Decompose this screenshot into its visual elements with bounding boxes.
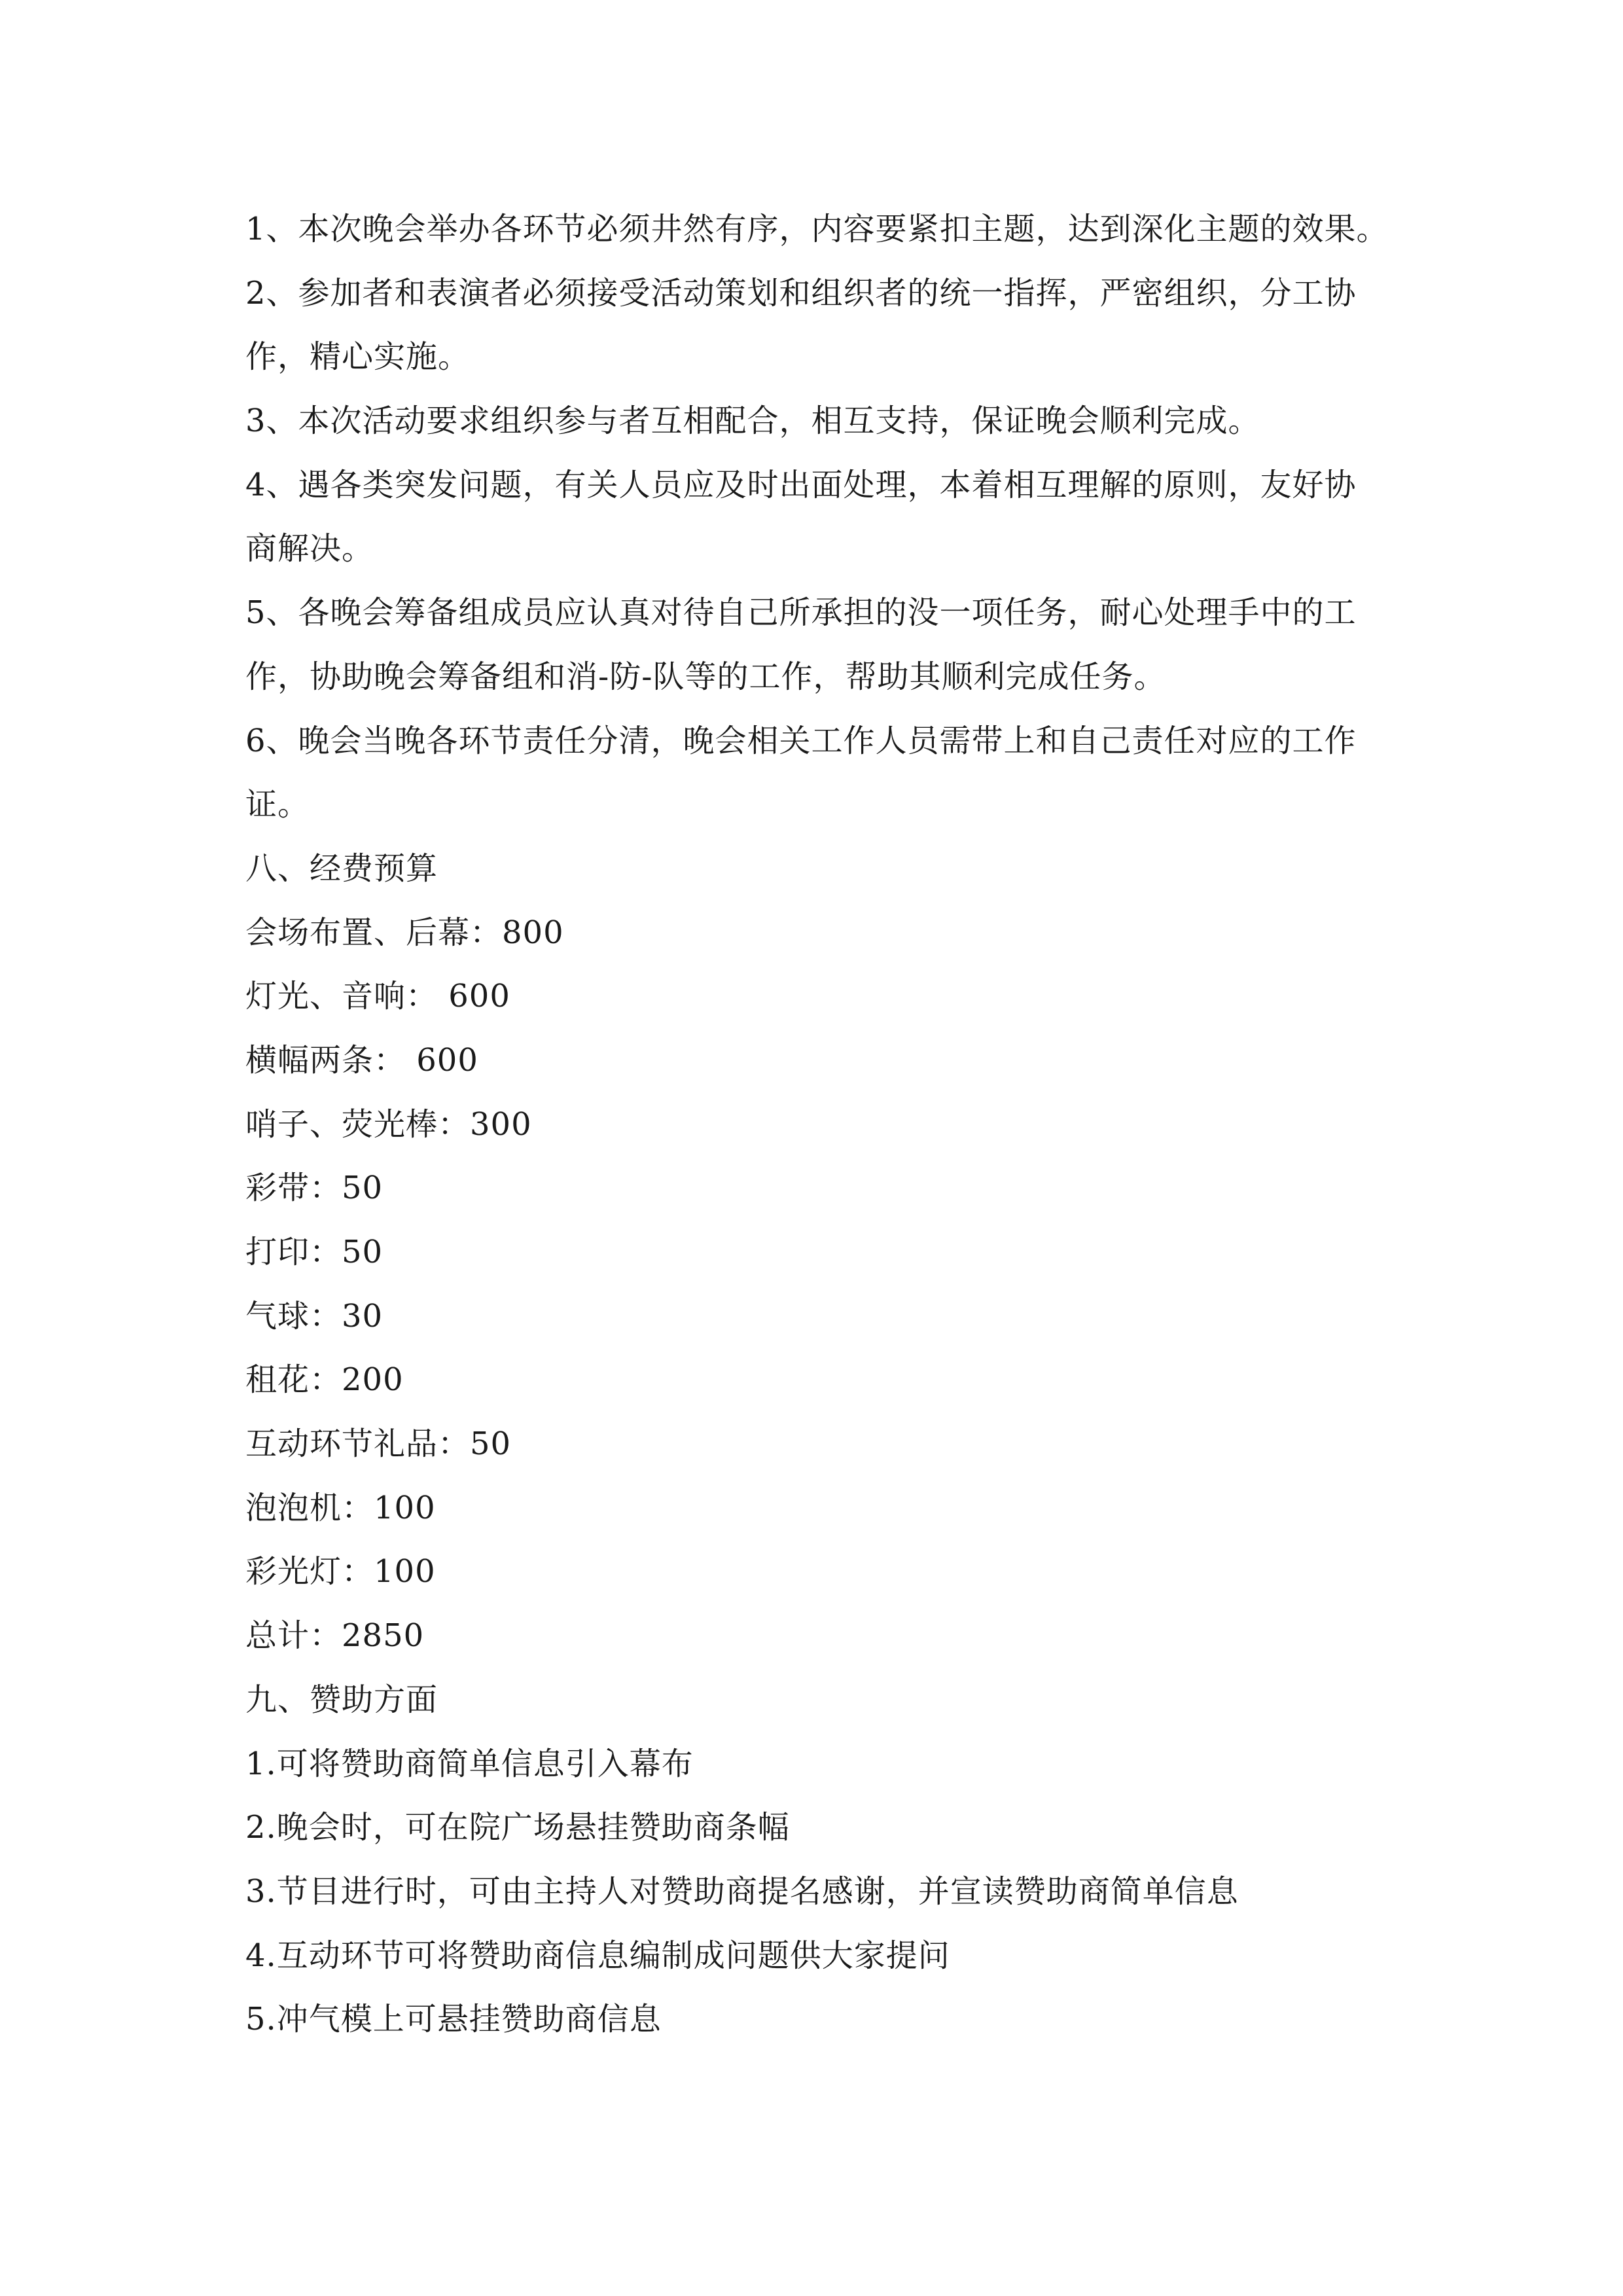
requirement-line: 4、遇各类突发问题，有关人员应及时出面处理，本着相互理解的原则，友好协 (245, 466, 1357, 503)
requirement-line: 2、参加者和表演者必须接受活动策划和组织者的统一指挥，严密组织，分工协 (245, 274, 1357, 312)
budget-item: 互动环节礼品：50 (245, 1426, 512, 1463)
requirement-line: 1、本次晚会举办各环节必须井然有序，内容要紧扣主题，达到深化主题的效果。 (245, 211, 1389, 247)
budget-item: 打印：50 (245, 1234, 383, 1270)
budget-total: 总计：2850 (245, 1617, 425, 1655)
requirement-line: 证。 (245, 786, 310, 823)
requirement-line: 商解决。 (245, 530, 374, 567)
budget-item: 会场布置、后幕：800 (245, 914, 564, 951)
sponsorship-item: 4.互动环节可将赞助商信息编制成问题供大家提问 (245, 1937, 950, 1974)
sponsorship-item: 2.晚会时，可在院广场悬挂赞助商条幅 (245, 1809, 790, 1846)
budget-item: 横幅两条： 600 (245, 1041, 478, 1079)
budget-item: 彩光灯：100 (245, 1553, 436, 1590)
budget-item: 租花：200 (245, 1361, 404, 1399)
sponsorship-heading: 九、赞助方面 (245, 1681, 438, 1718)
requirement-line: 3、本次活动要求组织参与者互相配合，相互支持，保证晚会顺利完成。 (245, 403, 1260, 440)
requirement-line: 6、晚会当晚各环节责任分清，晚会相关工作人员需带上和自己责任对应的工作 (245, 722, 1357, 759)
sponsorship-item: 3.节目进行时，可由主持人对赞助商提名感谢，并宣读赞助商简单信息 (245, 1873, 1239, 1910)
budget-item: 灯光、音响： 600 (245, 978, 510, 1015)
sponsorship-item: 5.冲气模上可悬挂赞助商信息 (245, 2001, 662, 2038)
budget-item: 彩带：50 (245, 1170, 383, 1207)
document-body (245, 198, 1389, 2052)
budget-heading: 八、经费预算 (245, 850, 438, 887)
requirement-line: 5、各晚会筹备组成员应认真对待自己所承担的没一项任务，耐心处理手中的工 (245, 594, 1357, 632)
budget-item: 气球：30 (245, 1297, 383, 1335)
requirement-line: 作，协助晚会筹备组和消-防-队等的工作，帮助其顺利完成任务。 (245, 658, 1166, 695)
budget-item: 泡泡机：100 (245, 1489, 436, 1526)
budget-item: 哨子、荧光棒：300 (245, 1105, 532, 1143)
requirement-line: 作，精心实施。 (245, 338, 471, 376)
sponsorship-item: 1.可将赞助商简单信息引入幕布 (245, 1745, 694, 1782)
